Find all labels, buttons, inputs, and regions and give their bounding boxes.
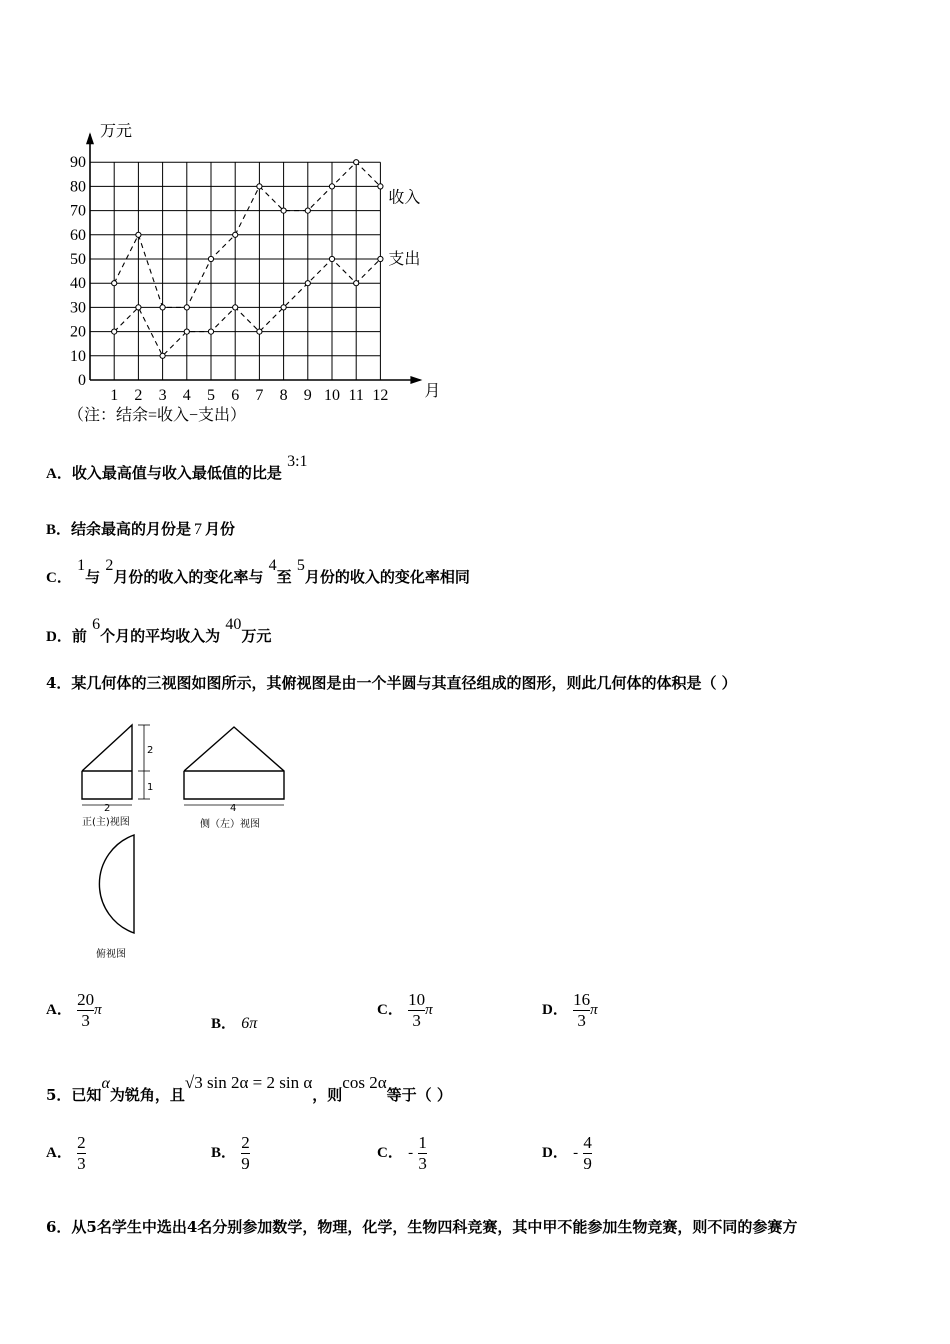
q4-option-d[interactable]: D． $\frac{16}{3}$ π [542, 990, 598, 1030]
front-view-label: 正(主)视图 [82, 817, 130, 828]
chart-labels [68, 122, 440, 424]
x-tick-label: 9 [303, 387, 312, 404]
q3-option-a[interactable]: A．收入最高值与收入最低值的比是 3:1 [46, 453, 308, 482]
q5-option-d[interactable]: D． - $\frac{4}{9}$ [542, 1133, 592, 1173]
q6-stem: 6．从5名学生中选出4名分别参加数学，物理，化学，生物四科竞赛，其中甲不能参加生物竞赛，则不同的参赛方 [46, 1218, 798, 1236]
data-point [354, 281, 359, 286]
y-tick-label: 40 [70, 275, 86, 293]
data-point [160, 305, 165, 310]
q4-stem: 4．某几何体的三视图如图所示，其俯视图是由一个半圆与其直径组成的图形，则此几何体的体积是（ ） [46, 674, 737, 692]
x-tick-label: 8 [279, 387, 288, 404]
y-tick-label: 20 [70, 323, 86, 341]
chart-axes [86, 132, 422, 384]
data-point [233, 305, 238, 310]
x-tick-label: 2 [134, 387, 143, 404]
side-view [184, 727, 284, 805]
data-point [281, 305, 286, 310]
front-view [82, 725, 150, 805]
x-tick-label: 11 [348, 387, 364, 404]
x-axis-title: 月 [424, 383, 441, 400]
data-point [257, 329, 262, 334]
x-tick-label: 7 [255, 387, 264, 404]
q4-option-a[interactable]: A． $\frac{20}{3}$ π [46, 990, 102, 1030]
data-point [112, 281, 117, 286]
y-axis-arrow [86, 132, 94, 144]
data-point [329, 256, 334, 261]
data-point [378, 184, 383, 189]
dim-w-side: 4 [230, 803, 237, 814]
y-tick-label: 0 [78, 372, 86, 389]
data-point [233, 232, 238, 237]
income-expense-chart [60, 115, 450, 435]
data-point [378, 256, 383, 261]
data-point [136, 232, 141, 237]
data-point [354, 160, 359, 165]
dim-h2: 1 [147, 782, 154, 793]
q5-option-a[interactable]: A． $\frac{2}{3}$ [46, 1133, 86, 1173]
x-axis-arrow [410, 376, 422, 384]
data-point [208, 329, 213, 334]
x-tick-label: 3 [158, 387, 167, 404]
data-point [136, 305, 141, 310]
y-tick-label: 90 [70, 154, 86, 172]
data-point [184, 329, 189, 334]
q4-option-b[interactable]: B． 6π [211, 1015, 258, 1032]
y-tick-label: 60 [70, 226, 86, 244]
data-point [184, 305, 189, 310]
side-view-label: 侧（左）视图 [200, 819, 260, 830]
data-point [257, 184, 262, 189]
q3-option-c[interactable]: C． 1与 2月份的收入的变化率与 4至 5月份的收入的变化率相同 [46, 557, 470, 586]
three-view-diagram [70, 715, 300, 965]
q4-option-c[interactable]: C． $\frac{10}{3}$ π [377, 990, 433, 1030]
y-tick-label: 50 [70, 251, 86, 268]
y-tick-label: 80 [70, 178, 86, 196]
data-point [305, 281, 310, 286]
q5-stem: 5．已知α为锐角，且√3 sin 2α = 2 sin α，则cos 2α等于（ ） [46, 1073, 452, 1104]
q5-option-c[interactable]: C． - $\frac{1}{3}$ [377, 1133, 427, 1173]
top-view [99, 835, 134, 933]
data-point [329, 184, 334, 189]
y-tick-label: 30 [70, 299, 86, 317]
y-tick-label: 10 [70, 347, 86, 365]
data-point [160, 353, 165, 358]
top-view-label: 俯视图 [96, 949, 126, 960]
data-point [281, 208, 286, 213]
dim-h1: 2 [147, 745, 154, 756]
x-tick-label: 5 [207, 387, 215, 404]
x-tick-label: 6 [231, 387, 240, 404]
chart-grid [90, 162, 380, 380]
q3-option-d[interactable]: D．前 6个月的平均收入为 40万元 [46, 616, 272, 645]
q5-option-b[interactable]: B． $\frac{2}{9}$ [211, 1133, 250, 1173]
series-label-income: 收入 [388, 189, 421, 207]
x-tick-label: 1 [110, 387, 119, 404]
x-tick-label: 12 [372, 387, 389, 404]
data-point [112, 329, 117, 334]
x-tick-label: 4 [182, 387, 191, 404]
y-tick-label: 70 [70, 202, 86, 220]
dim-w-front: 2 [104, 803, 111, 814]
chart-note: （注：结余=收入−支出） [68, 407, 247, 424]
series-label-expense: 支出 [388, 251, 421, 268]
x-tick-label: 10 [324, 387, 340, 404]
y-axis-title: 万元 [100, 123, 133, 141]
data-point [208, 256, 213, 261]
data-point [305, 208, 310, 213]
q3-option-b[interactable]: B．结余最高的月份是 7 月份 [46, 520, 236, 538]
